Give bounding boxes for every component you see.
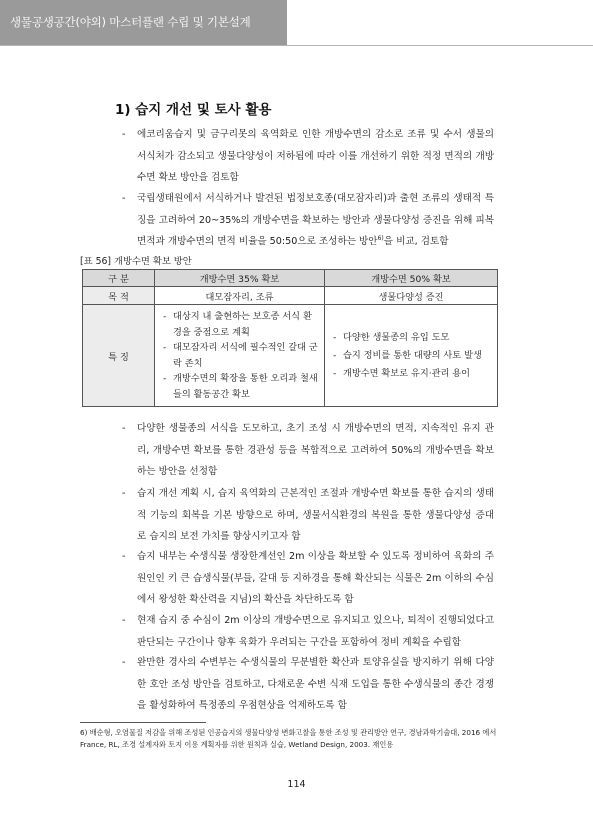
feature-item: - 개방수면 확보로 유지·관리 용이 <box>333 367 471 379</box>
feature-item: - 개방수면의 확장을 통한 오리과 철새들의 활동공간 확보 <box>163 373 318 400</box>
footnote-text: 배순형, 오염물질 저감을 위해 조성된 인공습지의 생물다양성 변화고찰을 통한 조성 및 관리방안 연구, 경남과학기술대, 2016 에서 France, RL, 조경 설계자와 토지 이용 계획자를 위한 원칙과 실습, Wetland Design, 2003. 재인용 <box>80 728 497 749</box>
header-divider <box>0 45 593 46</box>
bullet-dash: - <box>122 657 126 668</box>
bullet-dash: - <box>122 488 126 499</box>
bullet-text: 습지 개선 계획 시, 습지 육역화의 근본적인 조절과 개방수면 확보를 통한 습지의 생태적 기능의 회복을 기본 방향으로 하며, 생물서식환경의 복원을 통한 생물다양성 증대로 습지의 보전 가치를 향상시키고자 함 <box>137 488 494 542</box>
body-bullet <box>122 610 494 653</box>
page-number: 114 <box>287 779 306 790</box>
header-title: 생물공생공간(야외) 마스터플랜 수립 및 기본설계 <box>10 15 251 29</box>
bullet-dash: - <box>122 551 126 562</box>
bullet-text: 다양한 생물종의 서식을 도모하고, 초기 조성 시 개방수면의 면적, 지속적인 유지 관리, 개방수면 확보를 통한 경관성 등을 복합적으로 고려하여 50%의 개방수면을 확보하는 방안을 선정함 <box>137 423 494 477</box>
features-option-50 <box>325 305 498 407</box>
table-header-row <box>83 270 498 287</box>
bullet-text <box>122 188 494 253</box>
purpose-option-50: 생물다양성 증진 <box>325 287 498 305</box>
header-option-35: 개방수면 35% 확보 <box>155 270 325 287</box>
header-option-50: 개방수면 50% 확보 <box>325 270 498 287</box>
section-title: 1) 습지 개선 및 토사 활용 <box>115 102 272 118</box>
bullet-dash: - <box>122 129 126 140</box>
footnote-ref: 6) <box>377 234 384 242</box>
table-caption: [표 56] 개방수면 확보 방안 <box>80 256 192 267</box>
bullet-text-main: 국립생태원에서 서식하거나 발견된 법정보호종(대모잠자리)과 출현 조류의 생태적 특징을 고려하여 20~35%의 개방수면을 확보하는 방안과 생물다양성 증진을 위해 피복 면적과 개방수면의 면적 비율을 50:50으로 조성하는 방안 <box>137 193 494 247</box>
measures-table <box>82 269 498 407</box>
intro-bullet <box>122 188 494 253</box>
feature-item: - 다양한 생물종의 유입 도모 <box>333 331 450 343</box>
feature-item: - 습지 정비를 통한 대량의 사토 발생 <box>333 349 482 361</box>
header-category: 구 분 <box>83 270 155 287</box>
features-option-35 <box>155 305 325 407</box>
table-row-purpose <box>83 287 498 305</box>
body-bullet <box>122 418 494 483</box>
feature-item: - 대모잠자리 서식에 필수적인 갈대 군락 존치 <box>163 342 318 369</box>
feature-item: - 대상지 내 출현하는 보호종 서식 환경을 중점으로 계획 <box>163 311 312 338</box>
intro-bullet <box>122 124 494 189</box>
bullet-text: 습지 내부는 수생식물 생장한계선인 2m 이상을 확보할 수 있도록 정비하여 육화의 주 원인인 키 큰 습생식물(부들, 갈대 등 지하경을 통해 확산되는 식물은 2m 이하의 수심에서 왕성한 확산력을 지님)의 확산을 차단하도록 함 <box>137 551 494 605</box>
bullet-text: 현재 습지 중 수심이 2m 이상의 개방수면으로 유지되고 있으나, 퇴적이 진행되었다고 판단되는 구간이나 향후 육화가 우려되는 구간을 포함하여 정비 계획을 수립함 <box>137 615 494 648</box>
bullet-dash: - <box>122 615 126 626</box>
footnote-number: 6) <box>80 728 88 737</box>
features-label: 특 징 <box>83 305 155 407</box>
bullet-text: 완만한 경사의 수변부는 수생식물의 무분별한 확산과 토양유실을 방지하기 위해 다양한 호안 조성 방안을 검토하고, 다채로운 수변 식재 도입을 통한 수생식물의 종간 경쟁을 활성화하여 특정종의 우점현상을 억제하도록 함 <box>137 657 494 711</box>
purpose-label: 목 적 <box>83 287 155 305</box>
footnote <box>80 727 508 750</box>
table-row-features <box>83 305 498 407</box>
footnote-divider <box>80 722 206 723</box>
bullet-text-tail: 을 비교, 검토함 <box>383 236 449 247</box>
purpose-option-35: 대모잠자리, 조류 <box>155 287 325 305</box>
bullet-text: 에코리움습지 및 금구리못의 육역화로 인한 개방수면의 감소로 조류 및 수서 생물의 서식처가 감소되고 생물다양성이 저하됨에 따라 이를 개선하기 위한 적정 면적의 개방수면 확보 방안을 검토함 <box>137 129 494 183</box>
body-bullet <box>122 483 494 548</box>
bullet-dash: - <box>122 423 126 434</box>
body-bullet <box>122 652 494 717</box>
body-bullet <box>122 546 494 611</box>
bullet-dash: - <box>122 193 126 204</box>
